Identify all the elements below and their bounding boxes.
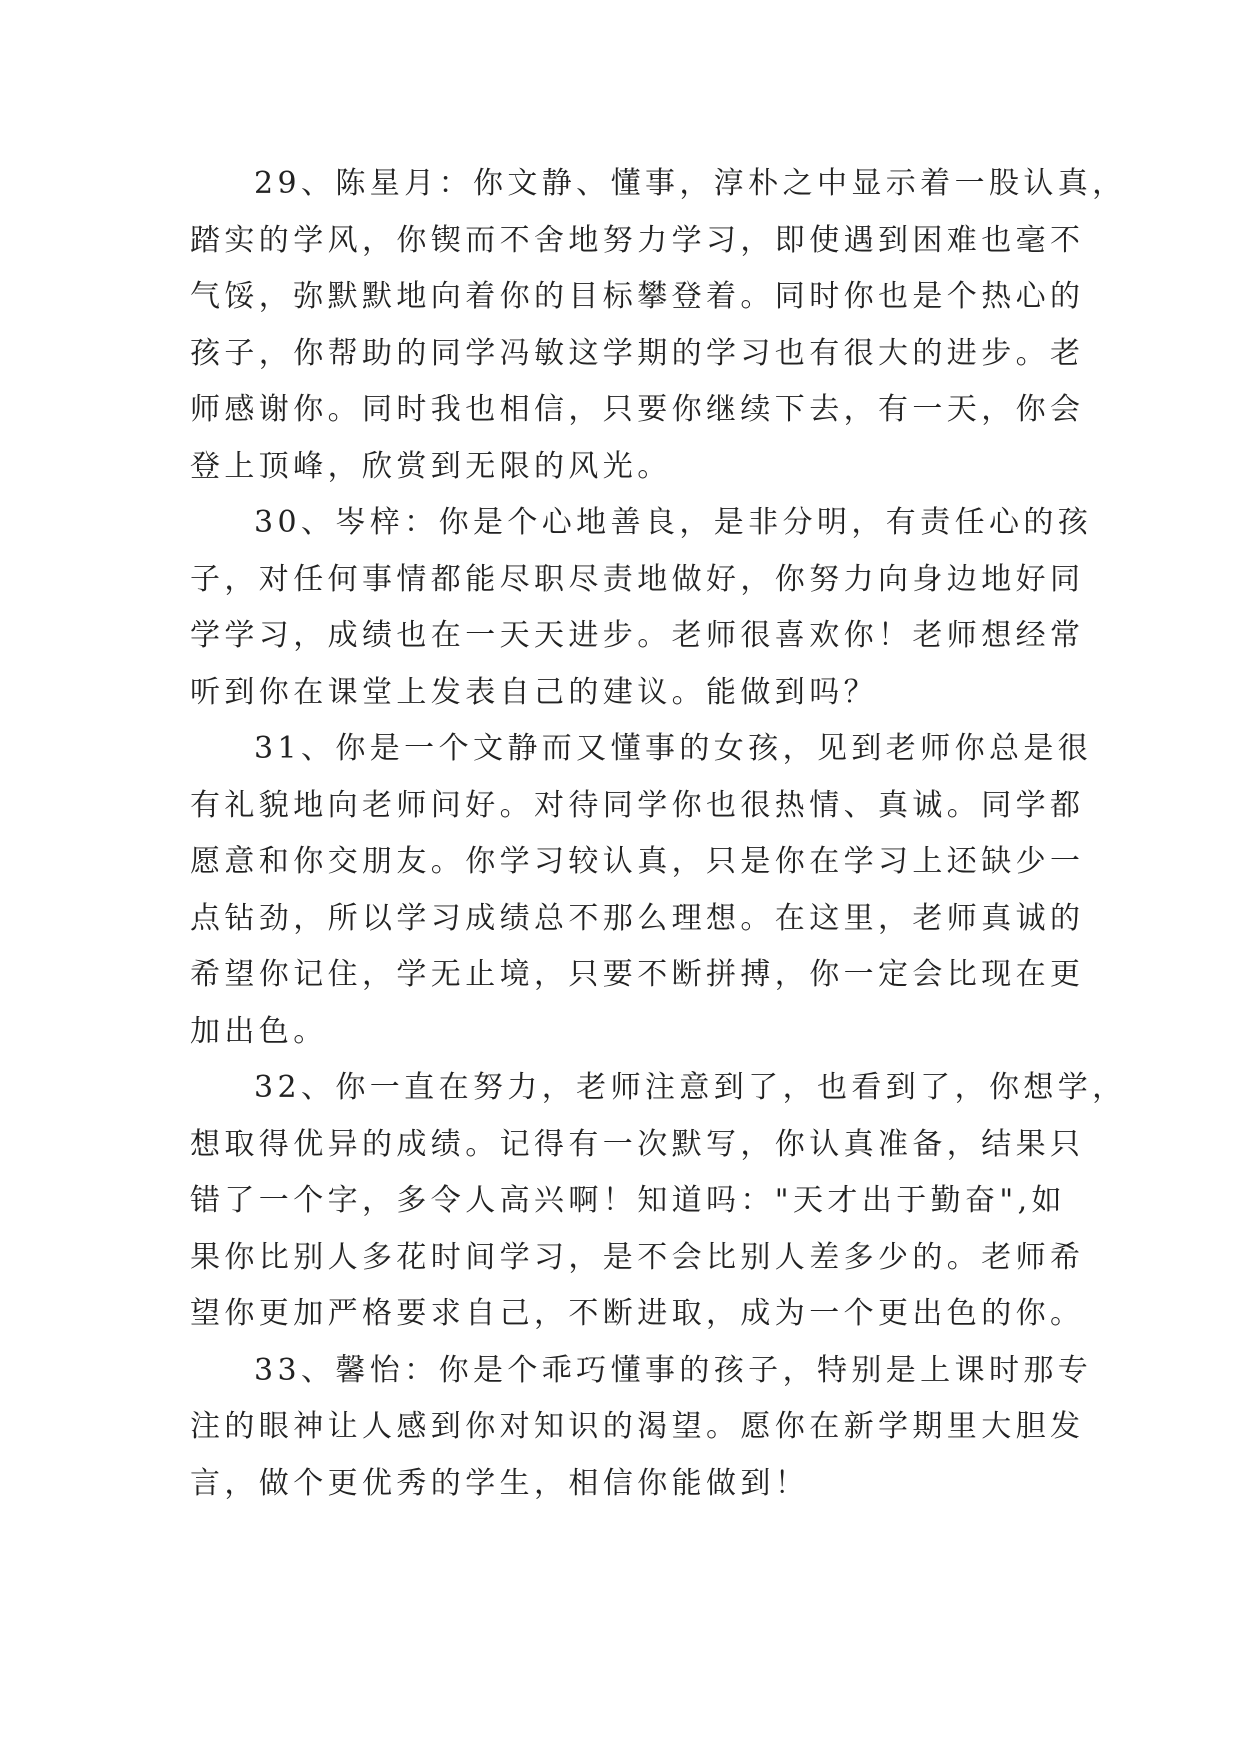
text-line: 听到你在课堂上发表自己的建议。能做到吗？ xyxy=(190,674,878,710)
comment-paragraph-29 xyxy=(190,156,1127,495)
document-body xyxy=(190,156,1127,1512)
text-line: 注的眼神让人感到你对知识的渴望。愿你在新学期里大胆发 xyxy=(190,1409,1085,1444)
comment-paragraph-31 xyxy=(190,721,1093,1060)
text-line: 果你比别人多花时间学习，是不会比别人差多少的。老师希 xyxy=(190,1239,1085,1275)
text-line: 30、岑梓：你是个心地善良，是非分明，有责任心的孩 xyxy=(254,505,1093,540)
text-line: 学学习，成绩也在一天天进步。老师很喜欢你！老师想经常 xyxy=(190,618,1085,653)
text-line: 气馁，弥默默地向着你的目标攀登着。同时你也是个热心的 xyxy=(190,279,1085,314)
text-line: 言，做个更优秀的学生，相信你能做到！ xyxy=(190,1465,810,1501)
text-line: 望你更加严格要求自己，不断进取，成为一个更出色的你。 xyxy=(190,1296,1085,1331)
text-line: 错了一个字，多令人高兴啊！知道吗："天才出于勤奋",如 xyxy=(190,1183,1066,1218)
text-line: 踏实的学风，你锲而不舍地努力学习，即使遇到困难也毫不 xyxy=(190,222,1085,258)
text-line: 33、馨怡：你是个乖巧懂事的孩子，特别是上课时那专 xyxy=(254,1352,1093,1388)
text-line: 愿意和你交朋友。你学习较认真，只是你在学习上还缺少一 xyxy=(190,844,1085,879)
text-line: 点钻劲，所以学习成绩总不那么理想。在这里，老师真诚的 xyxy=(190,900,1085,936)
comment-paragraph-33 xyxy=(190,1343,1093,1513)
comment-paragraph-30 xyxy=(190,495,1093,721)
text-line: 29、陈星月：你文静、懂事，淳朴之中显示着一股认真， xyxy=(254,166,1127,201)
text-line: 31、你是一个文静而又懂事的女孩，见到老师你总是很 xyxy=(254,731,1093,766)
text-line: 孩子，你帮助的同学冯敏这学期的学习也有很大的进步。老 xyxy=(190,335,1085,371)
text-line: 子，对任何事情都能尽职尽责地做好，你努力向身边地好同 xyxy=(190,561,1085,597)
text-line: 有礼貌地向老师问好。对待同学你也很热情、真诚。同学都 xyxy=(190,787,1085,823)
text-line: 32、你一直在努力，老师注意到了，也看到了，你想学， xyxy=(254,1070,1127,1105)
comment-paragraph-32 xyxy=(190,1060,1127,1343)
text-line: 登上顶峰，欣赏到无限的风光。 xyxy=(190,448,672,484)
text-line: 加出色。 xyxy=(190,1013,328,1049)
text-line: 希望你记住，学无止境，只要不断拼搏，你一定会比现在更 xyxy=(190,957,1085,992)
text-line: 师感谢你。同时我也相信，只要你继续下去，有一天，你会 xyxy=(190,392,1085,427)
text-line: 想取得优异的成绩。记得有一次默写，你认真准备，结果只 xyxy=(190,1126,1085,1162)
